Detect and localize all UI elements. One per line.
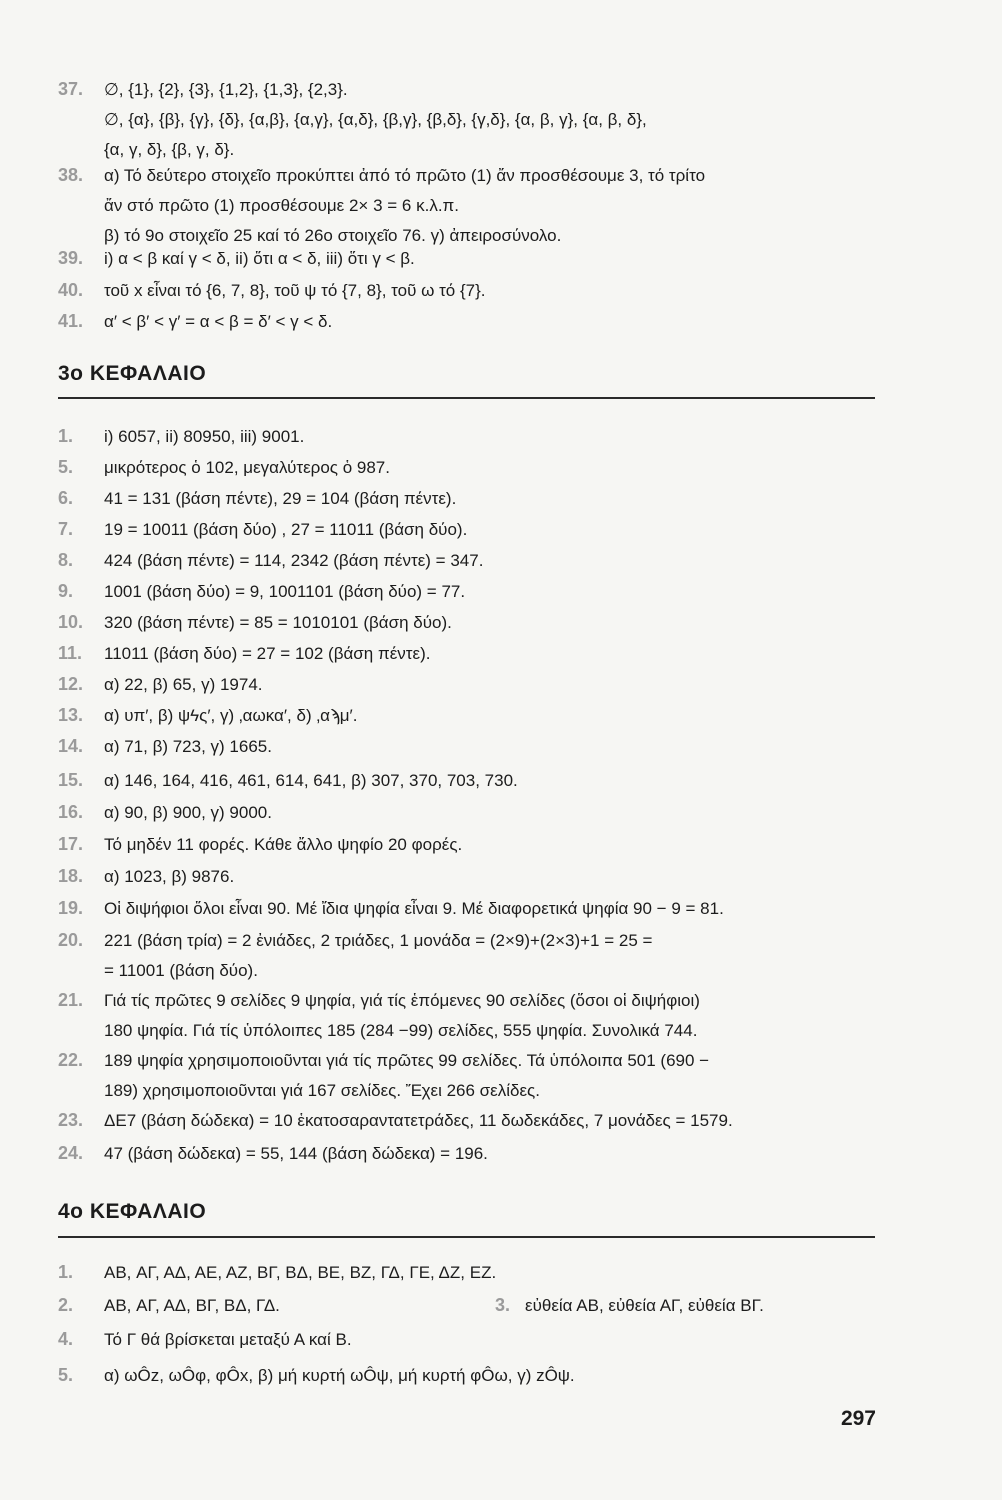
page-number: 297 — [840, 1407, 876, 1430]
answer-number: 18. — [58, 866, 84, 886]
answer-4-4 — [58, 1324, 352, 1355]
answer-text: Οἱ διψήφιοι ὅλοι εἶναι 90. Μέ ἴδια ψηφία εἶναι 9. Μέ διαφορετικά ψηφία 90 − 9 = 81. — [104, 899, 724, 918]
answer-text: τοῦ x εἶναι τό {6, 7, 8}, τοῦ ψ τό {7, 8}, τοῦ ω τό {7}. — [104, 281, 486, 300]
answer-number: 22. — [58, 1050, 84, 1070]
answer-number: 4. — [58, 1329, 74, 1349]
answer-3-10 — [58, 607, 452, 638]
answer-text: α) Τό δεύτερο στοιχεῖο προκύπτει ἀπό τό πρῶτο (1) ἄν προσθέσουμε 3, τό τρίτο — [104, 166, 706, 185]
answer-text: 189) χρησιμοποιοῦνται γιά 167 σελίδες. Ἔχει 266 σελίδες. — [104, 1081, 540, 1100]
answer-text: β) τό 9ο στοιχεῖο 25 καί τό 26ο στοιχεῖο 76. γ) ἀπειροσύνολο. — [104, 226, 562, 245]
answer-number: 6. — [58, 488, 74, 508]
answer-3-19 — [58, 893, 724, 924]
answer-number: 19. — [58, 898, 84, 918]
answer-text: εὐθεία ΑΒ, εὐθεία ΑΓ, εὐθεία ΒΓ. — [525, 1296, 764, 1315]
answer-number: 20. — [58, 930, 84, 950]
answer-text: AB, ΑΓ, ΑΔ, ΑΕ, ΑΖ, ΒΓ, ΒΔ, ΒΕ, ΒΖ, ΓΔ, ΓΕ, ΔΖ, ΕΖ. — [104, 1263, 497, 1282]
answer-text: 11011 (βάση δύο) = 27 = 102 (βάση πέντε). — [104, 644, 431, 663]
chapter-3-rule — [58, 397, 875, 399]
answer-text: α) ωÔz, ωÔφ, φÔx, β) μή κυρτή ωÔψ, μή κυρτή φÔω, γ) zÔψ. — [104, 1366, 575, 1385]
answer-3-6 — [58, 483, 456, 514]
answer-3-7 — [58, 514, 467, 545]
answer-4-2 — [58, 1290, 280, 1321]
answer-number: 37. — [58, 79, 84, 99]
answer-number: 14. — [58, 736, 84, 756]
answer-3-17 — [58, 829, 462, 860]
answer-text: ΔΕ7 (βάση δώδεκα) = 10 ἑκατοσαραντατετράδες, 11 δωδεκάδες, 7 μονάδες = 1579. — [104, 1111, 733, 1130]
answer-number: 7. — [58, 519, 74, 539]
answer-text: i) α < β καί γ < δ, ii) ὅτι α < δ, iii) ὅτι γ < β. — [104, 249, 415, 268]
answer-number: 15. — [58, 770, 84, 790]
answer-4-1 — [58, 1257, 496, 1288]
answer-number: 5. — [58, 457, 74, 477]
answer-number: 5. — [58, 1365, 74, 1385]
answer-number: 13. — [58, 705, 84, 725]
answer-text: α) 1023, β) 9876. — [104, 867, 235, 886]
answer-text: α) υπ′, β) ψϟς′, γ) ‚αωκα′, δ) ‚αϡμ′. — [104, 706, 358, 725]
chapter-4-rule — [58, 1236, 875, 1238]
answer-3-13 — [58, 700, 357, 731]
chapter-4-heading: 4ο ΚΕΦΑΛΑΙΟ — [58, 1200, 207, 1223]
answer-text: α) 90, β) 900, γ) 9000. — [104, 803, 272, 822]
answer-number: 2. — [58, 1295, 74, 1315]
answer-3-5 — [58, 452, 390, 483]
answer-3-16 — [58, 797, 272, 828]
answer-text: 19 = 10011 (βάση δύο) , 27 = 11011 (βάση δύο). — [104, 520, 468, 539]
answer-text: AB, ΑΓ, ΑΔ, ΒΓ, ΒΔ, ΓΔ. — [104, 1296, 280, 1315]
answer-number: 12. — [58, 674, 84, 694]
answer-38 — [58, 160, 705, 251]
answer-3-11 — [58, 638, 430, 669]
answer-text: Γιά τίς πρῶτες 9 σελίδες 9 ψηφία, γιά τίς ἑπόμενες 90 σελίδες (ὅσοι οἱ διψήφιοι) — [104, 991, 700, 1010]
answer-text: = 11001 (βάση δύο). — [104, 961, 258, 980]
answer-text: 180 ψηφία. Γιά τίς ὑπόλοιπες 185 (284 −99) σελίδες, 555 ψηφία. Συνολικά 744. — [104, 1021, 698, 1040]
answer-3-9 — [58, 576, 465, 607]
answer-text: α) 146, 164, 416, 461, 614, 641, β) 307, 370, 703, 730. — [104, 771, 518, 790]
answer-text: 41 = 131 (βάση πέντε), 29 = 104 (βάση πέντε). — [104, 489, 457, 508]
answer-3-15 — [58, 765, 518, 796]
answer-text: ∅, {1}, {2}, {3}, {1,2}, {1,3}, {2,3}. — [104, 80, 348, 99]
answer-number: 23. — [58, 1110, 84, 1130]
answer-3-1 — [58, 421, 304, 452]
answer-text: i) 6057, ii) 80950, iii) 9001. — [104, 427, 305, 446]
answer-number: 16. — [58, 802, 84, 822]
answer-number: 39. — [58, 248, 84, 268]
answer-number: 17. — [58, 834, 84, 854]
answer-3-18 — [58, 861, 234, 892]
answer-41 — [58, 306, 332, 337]
answer-3-12 — [58, 669, 263, 700]
answer-text: α) 22, β) 65, γ) 1974. — [104, 675, 263, 694]
answer-text: μικρότερος ὁ 102, μεγαλύτερος ὁ 987. — [104, 458, 390, 477]
answer-text: α′ < β′ < γ′ = α < β = δ′ < γ < δ. — [104, 312, 333, 331]
answer-3-23 — [58, 1105, 733, 1136]
answer-3-21 — [58, 985, 700, 1046]
answer-number: 8. — [58, 550, 74, 570]
answer-text: 320 (βάση πέντε) = 85 = 1010101 (βάση δύο). — [104, 613, 452, 632]
answer-text: ∅, {α}, {β}, {γ}, {δ}, {α,β}, {α,γ}, {α,δ}, {β,γ}, {β,δ}, {γ,δ}, {α, β, γ}, {α, β, δ}, — [104, 110, 647, 129]
answer-text: Τό μηδέν 11 φορές. Κάθε ἄλλο ψηφίο 20 φορές. — [104, 835, 463, 854]
answer-number: 3. — [495, 1295, 511, 1315]
answer-3-20 — [58, 925, 652, 986]
answer-37 — [58, 74, 647, 165]
answer-number: 9. — [58, 581, 74, 601]
answer-text: {α, γ, δ}, {β, γ, δ}. — [104, 140, 235, 159]
answer-number: 21. — [58, 990, 84, 1010]
answer-text: ἄν στό πρῶτο (1) προσθέσουμε 2× 3 = 6 κ.λ.π. — [104, 196, 459, 215]
answer-text: α) 71, β) 723, γ) 1665. — [104, 737, 272, 756]
answer-text: 424 (βάση πέντε) = 114, 2342 (βάση πέντε) = 347. — [104, 551, 484, 570]
answer-number: 1. — [58, 426, 74, 446]
answer-number: 10. — [58, 612, 84, 632]
answer-number: 11. — [58, 643, 83, 663]
answer-text: Τό Γ θά βρίσκεται μεταξύ Α καί Β. — [104, 1330, 352, 1349]
answer-40 — [58, 275, 486, 306]
answer-number: 40. — [58, 280, 84, 300]
answer-text: 221 (βάση τρία) = 2 ἐνιάδες, 2 τριάδες, 1 μονάδα = (2×9)+(2×3)+1 = 25 = — [104, 931, 653, 950]
answer-4-3 — [495, 1290, 764, 1321]
answer-3-14 — [58, 731, 272, 762]
answer-3-24 — [58, 1138, 488, 1169]
answer-4-5 — [58, 1360, 575, 1391]
answer-number: 1. — [58, 1262, 74, 1282]
answer-number: 41. — [58, 311, 84, 331]
answer-text: 189 ψηφία χρησιμοποιοῦνται γιά τίς πρῶτες 99 σελίδες. Τά ὑπόλοιπα 501 (690 − — [104, 1051, 710, 1070]
answer-text: 1001 (βάση δύο) = 9, 1001101 (βάση δύο) = 77. — [104, 582, 466, 601]
answer-text: 47 (βάση δώδεκα) = 55, 144 (βάση δώδεκα) = 196. — [104, 1144, 488, 1163]
answer-number: 24. — [58, 1143, 84, 1163]
answer-3-8 — [58, 545, 483, 576]
chapter-3-heading: 3ο ΚΕΦΑΛΑΙΟ — [58, 362, 207, 385]
answer-39 — [58, 243, 415, 274]
answer-3-22 — [58, 1045, 709, 1106]
answer-number: 38. — [58, 165, 84, 185]
